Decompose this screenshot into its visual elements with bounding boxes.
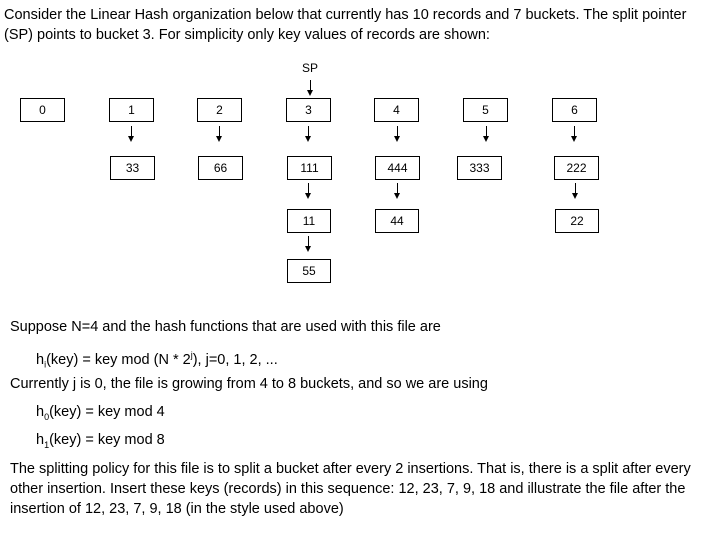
hj-subscript: i <box>44 359 47 370</box>
hash-function-h0 <box>36 402 713 427</box>
hash-function-hj <box>36 345 713 375</box>
bucket-1: 1 <box>109 98 154 122</box>
record-444: 444 <box>375 156 420 180</box>
h0-h: h <box>36 404 45 420</box>
arrow-bucket-2 <box>213 126 225 144</box>
h1-h: h <box>36 432 45 448</box>
split-pointer-arrow <box>304 80 316 98</box>
record-11: 11 <box>287 209 331 233</box>
arrow-11 <box>302 236 314 254</box>
arrow-444 <box>391 183 403 201</box>
record-44: 44 <box>375 209 419 233</box>
arrow-bucket-4 <box>391 126 403 144</box>
bucket-4: 4 <box>374 98 419 122</box>
currently-text: Currently j is 0, the file is growing from 4 to 8 buckets, and so we are using <box>10 376 488 392</box>
hash-function-h1 <box>36 430 713 455</box>
h1-subscript: 1 <box>44 439 50 450</box>
bucket-2: 2 <box>197 98 242 122</box>
hj-tail: ), j=0, 1, 2, ... <box>192 351 278 368</box>
record-333: 333 <box>457 156 502 180</box>
suppose-text: Suppose N=4 and the hash functions that are used with this file are <box>10 319 441 335</box>
arrow-bucket-5 <box>480 126 492 144</box>
bucket-0: 0 <box>20 98 65 122</box>
arrow-111 <box>302 183 314 201</box>
hj-h: h <box>36 351 45 368</box>
intro-text: Consider the Linear Hash organization below that currently has 10 records and 7 buckets. The split pointer (SP) points to bucket 3. For simplicity only key values of records are shown: <box>4 7 687 43</box>
bucket-3: 3 <box>286 98 331 122</box>
record-222: 222 <box>554 156 599 180</box>
h0-body: (key) = key mod 4 <box>49 404 165 420</box>
h0-subscript: 0 <box>44 411 50 422</box>
record-55: 55 <box>287 259 331 283</box>
arrow-bucket-1 <box>125 126 137 144</box>
bucket-6: 6 <box>552 98 597 122</box>
split-pointer-label: SP <box>301 61 318 75</box>
record-33: 33 <box>110 156 155 180</box>
record-22: 22 <box>555 209 599 233</box>
hj-body: (key) = key mod (N * 2 <box>46 351 191 368</box>
arrow-bucket-6 <box>568 126 580 144</box>
record-111: 111 <box>287 156 332 180</box>
record-66: 66 <box>198 156 243 180</box>
bucket-5: 5 <box>463 98 508 122</box>
hj-superscript: j <box>190 350 193 360</box>
splitting-policy-text: The splitting policy for this file is to split a bucket after every 2 insertions. That is, there is a split after every other insertion. Insert these keys (records) in this sequence: 12, 23, 7, 9, 18 and illustrate the file after the insertion of 12, 23, 7, 9, 18 (in the style used above) <box>10 461 691 517</box>
arrow-222 <box>569 183 581 201</box>
arrow-bucket-3 <box>302 126 314 144</box>
h1-body: (key) = key mod 8 <box>49 432 165 448</box>
